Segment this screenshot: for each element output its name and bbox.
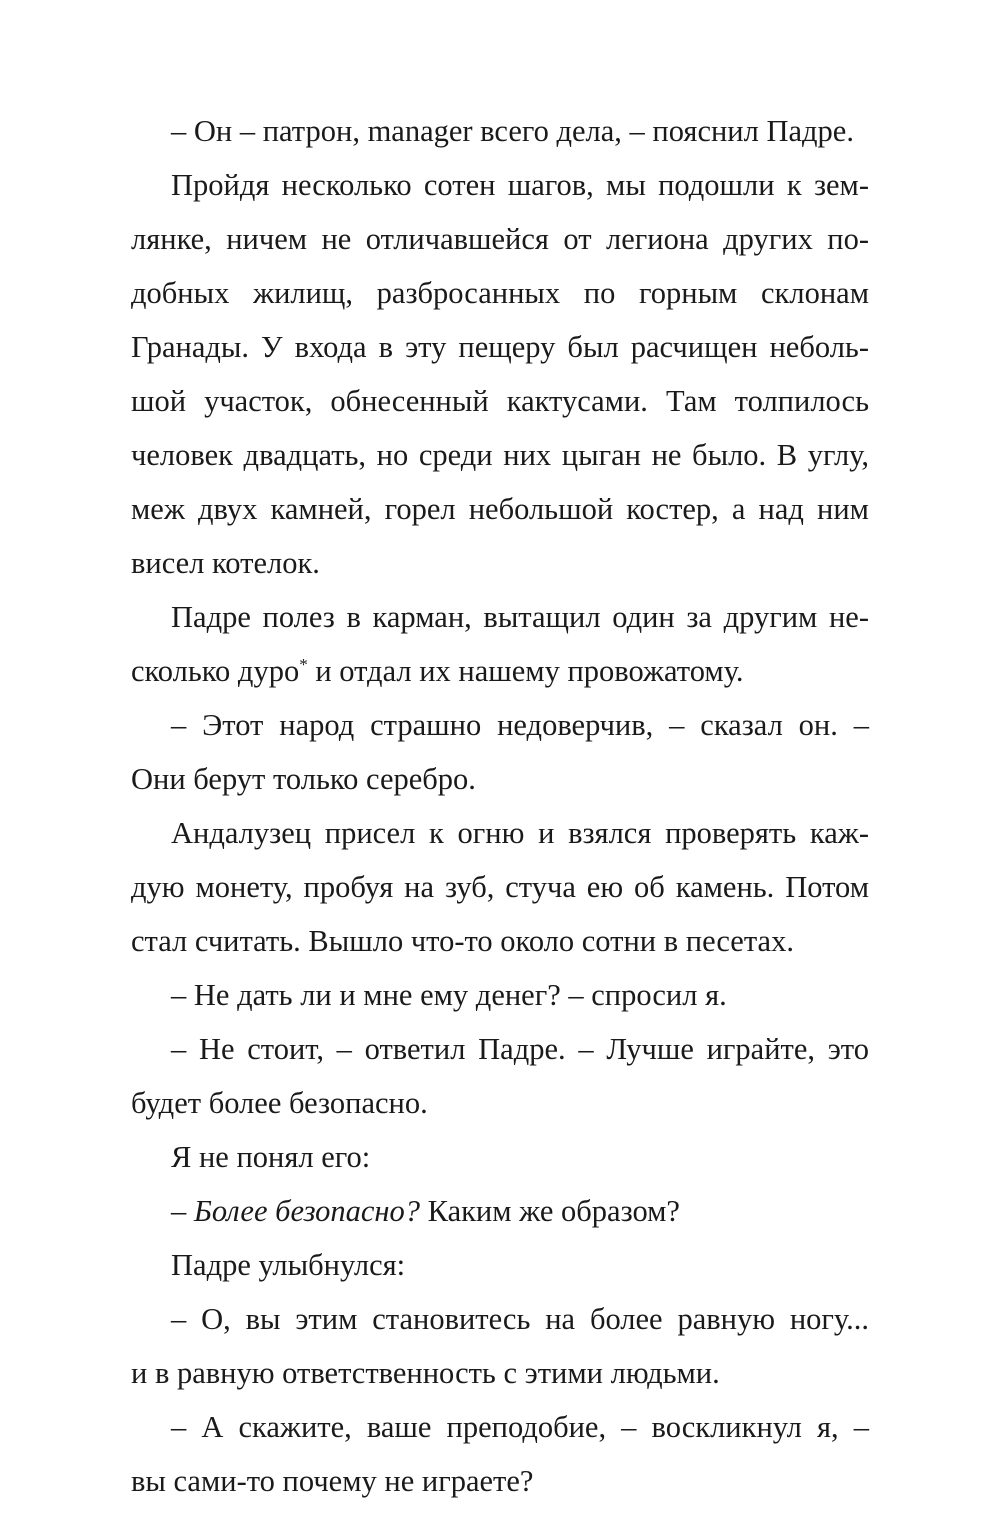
text-line: Они берут только серебро. — [131, 762, 476, 796]
text-segment: – — [171, 1194, 194, 1228]
text-line: Падре улыбнулся: — [171, 1248, 406, 1282]
text-line — [131, 644, 869, 698]
text-line: вы сами-то почему не играете? — [131, 1464, 534, 1498]
text-segment: сколько дуро — [131, 654, 300, 688]
text-line: Андалузец присел к огню и взялся проверять каж- — [171, 816, 869, 850]
text-line — [171, 1184, 869, 1238]
text-line: стал считать. Вышло что-то около сотни в песетах. — [131, 924, 794, 958]
text-segment: Каким же образом? — [420, 1194, 680, 1228]
text-line: – А скажите, ваше преподобие, – воскликнул я, – — [171, 1410, 869, 1444]
text-line: меж двух камней, горел небольшой костер, а над ним — [131, 492, 869, 526]
text-line: – Он – патрон, manager всего дела, – пояснил Падре. — [171, 114, 854, 148]
text-segment: и отдал их нашему провожатому. — [315, 654, 744, 688]
text-line: человек двадцать, но среди них цыган не было. В углу, — [131, 438, 869, 472]
text-line: добных жилищ, разбросанных по горным склонам — [131, 276, 869, 310]
text-line: лянке, ничем не отличавшейся от легиона других по- — [131, 222, 869, 256]
text-line: висел котелок. — [131, 546, 320, 580]
text-line: Гранады. У входа в эту пещеру был расчищен неболь- — [131, 330, 869, 364]
footnote-reference: * — [299, 655, 308, 674]
text-line: – Этот народ страшно недоверчив, – сказал он. – — [171, 708, 869, 742]
text-line: и в равную ответственность с этими людьми. — [131, 1356, 720, 1390]
italic-text: Более безопасно? — [193, 1194, 421, 1228]
text-line: дую монету, пробуя на зуб, стуча ею об камень. Потом — [131, 870, 869, 904]
text-line: шой участок, обнесенный кактусами. Там толпилось — [131, 384, 869, 418]
text-line: будет более безопасно. — [131, 1086, 428, 1120]
text-line: Я не понял его: — [171, 1140, 371, 1174]
text-line: – Не стоит, – ответил Падре. – Лучше играйте, это — [171, 1032, 869, 1066]
text-line: – Не дать ли и мне ему денег? – спросил я. — [171, 978, 727, 1012]
text-line: Пройдя несколько сотен шагов, мы подошли к зем- — [171, 168, 869, 202]
text-line: Падре полез в карман, вытащил один за другим не- — [171, 600, 869, 634]
text-line: – О, вы этим становитесь на более равную ногу... — [171, 1302, 869, 1336]
